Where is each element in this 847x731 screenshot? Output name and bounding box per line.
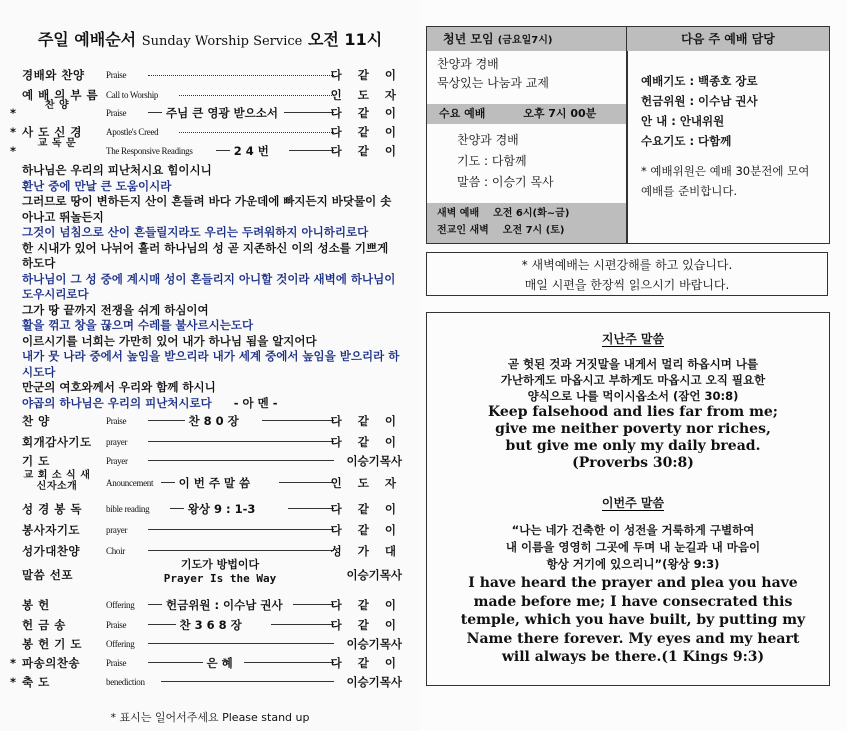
verse-line: temple, which you have built, by putting my (460, 612, 806, 628)
order-row (10, 66, 402, 84)
stand-marker: * (10, 144, 17, 158)
youth-header (427, 27, 627, 51)
item-detail: 헌금위원 : 이수남 권사 (166, 598, 283, 612)
order-row (10, 138, 402, 160)
leader-line (148, 108, 162, 113)
item-leader: 다 같 이 (330, 656, 402, 670)
amen-text: - 아 멘 - (233, 395, 278, 410)
verse-line: made before me; I have consecrated this (473, 593, 793, 610)
item-detail (120, 558, 320, 586)
verse-line: (Proverbs 30:8) (572, 455, 694, 471)
wed-title: 수요 예배 (439, 107, 486, 120)
leader-line (148, 71, 334, 76)
leader-line (161, 478, 175, 483)
stand-marker: * (10, 125, 17, 139)
order-row (10, 452, 402, 470)
item-leader: 다 같 이 (330, 414, 402, 428)
leader-line (271, 620, 335, 625)
next-item: 수요기도 : 다함께 (641, 134, 732, 148)
order-row (10, 596, 402, 614)
item-detail: 왕상 9 : 1-3 (187, 502, 256, 516)
item-detail: 주님 큰 영광 받으소서 (166, 106, 278, 120)
item-english: Praise (106, 620, 127, 630)
item-label: 사 도 신 경 (22, 125, 82, 139)
item-leader: 다 같 이 (330, 618, 402, 632)
item-leader: 이승기목사 (346, 675, 402, 689)
verse-line: 내 이름을 영영히 그곳에 두며 내 눈길과 내 마음이 (505, 540, 761, 554)
this-verse-ko (434, 522, 832, 573)
reading-line: 그러므로 땅이 변하든지 산이 흔들려 바다 가운데에 빠지든지 바닷물이 솟아나고 뛰놀든지 (22, 194, 392, 224)
dawn-block (427, 203, 627, 243)
leader-line (148, 600, 162, 605)
order-row (10, 521, 402, 539)
item-label: 기 도 (22, 454, 50, 468)
leader-line (161, 677, 334, 682)
left-page (0, 0, 420, 731)
item-english: Call to Worship (106, 90, 159, 100)
item-leader: 다 같 이 (330, 68, 402, 82)
item-label: 파송의찬송 (22, 656, 81, 670)
leader-line (216, 146, 230, 151)
leader-line (284, 108, 334, 113)
item-label: 봉사자기도 (22, 523, 81, 537)
item-label: 찬 양 (22, 414, 50, 428)
youth-title: 청년 모임 (443, 32, 494, 46)
item-label: 헌 금 송 (22, 618, 66, 632)
verse-line: I have heard the prayer and plea you have (468, 575, 798, 591)
item-english: The Responsive Readings (106, 146, 193, 156)
right-page (420, 0, 847, 731)
item-label: 성 경 봉 독 (22, 502, 82, 516)
order-row (10, 470, 402, 492)
leader-line (179, 91, 334, 96)
title-en: Sunday Worship Service (141, 34, 303, 49)
last-week-title (434, 330, 832, 347)
item-english: Choir (106, 546, 126, 556)
verse-line: Keep falsehood and lies far from me; (488, 404, 778, 420)
youth-line: 묵상있는 나눔과 교제 (437, 76, 549, 90)
reading-line: 하나님은 우리의 피난처시요 힘이시니 (22, 163, 212, 177)
page-title (0, 27, 420, 50)
item-english: Offering (106, 639, 135, 649)
last-title-text: 지난주 말씀 (601, 332, 665, 346)
leader-line (244, 658, 335, 663)
order-row (10, 558, 402, 585)
leader-line (148, 437, 334, 442)
leader-line (288, 504, 334, 509)
item-leader: 인 도 자 (330, 476, 402, 490)
leader-line (148, 639, 334, 644)
leader-line (289, 146, 334, 151)
item-english: prayer (106, 525, 128, 535)
last-verse-en (434, 404, 832, 472)
wed-time: 오후 7시 00분 (523, 107, 597, 120)
next-week-box (626, 26, 830, 244)
order-row (10, 673, 402, 691)
next-note: * 예배위원은 예배 30분전에 모여 예배를 준비합니다. (641, 164, 810, 198)
verse-line: 가난하게도 마옵시고 부하게도 마옵시고 오직 필요한 (500, 373, 766, 387)
item-leader: 이승기목사 (346, 454, 402, 468)
leader-line (170, 504, 184, 509)
this-verse-en (434, 574, 832, 667)
item-english: Praise (106, 416, 127, 426)
verse-line: 양식으로 나를 먹이시옵소서 (잠언 30:8) (527, 389, 739, 403)
verse-line: will always be there.(1 Kings 9:3) (501, 649, 765, 665)
leader-line (148, 525, 334, 530)
item-detail: 은 혜 (206, 656, 233, 670)
next-item: 예배기도 : 백종호 장로 (641, 74, 758, 88)
item-label: 봉 헌 (22, 598, 50, 612)
meetings-box (426, 26, 628, 244)
stand-marker: * (10, 656, 17, 670)
item-leader: 다 같 이 (330, 598, 402, 612)
leader-line (148, 658, 203, 663)
leader-line (148, 416, 185, 421)
reading-line: 내가 뭇 나라 중에서 높임을 받으리라 내가 세계 중에서 높임을 받으리라 하시도다 (22, 349, 400, 379)
order-row (10, 433, 402, 451)
item-label: 축 도 (22, 675, 50, 689)
item-detail: 찬 3 6 8 장 (179, 618, 242, 632)
order-row (10, 635, 402, 653)
verse-line: but give me only my daily bread. (505, 438, 761, 454)
notice-box (426, 252, 828, 296)
item-leader: 인 도 자 (330, 88, 402, 102)
next-list (627, 51, 829, 151)
item-detail: 찬 8 0 장 (188, 414, 239, 428)
stand-marker: * (10, 675, 17, 689)
sermon-title-en: Prayer Is the Way (163, 572, 277, 585)
item-leader: 성 가 대 (330, 544, 402, 558)
item-detail: 2 4 번 (233, 144, 269, 158)
item-label: 회개감사기도 (22, 435, 92, 449)
this-week-title (434, 494, 832, 511)
wed-line: 말씀 : 이승기 목사 (457, 175, 554, 189)
youth-body (427, 51, 627, 104)
notice-line: * 새벽예배는 시편강해를 하고 있습니다. (521, 258, 733, 272)
order-row (10, 100, 402, 122)
item-english: prayer (106, 437, 128, 447)
sermon-title-ko: 기도가 방법이다 (180, 558, 260, 571)
dawn-label: 전교인 새벽 (437, 225, 489, 236)
item-leader: 다 같 이 (330, 144, 402, 158)
responsive-reading (22, 163, 402, 411)
item-label: 경배와 찬양 (22, 68, 85, 82)
wed-header (427, 104, 627, 124)
verse-line: 항상 거기에 있으리니”(왕상 9:3) (546, 557, 720, 571)
item-leader: 다 같 이 (330, 125, 402, 139)
next-header: 다음 주 예배 담당 (627, 27, 829, 51)
reading-line: 그것이 넘침으로 산이 흔들릴지라도 우리는 두려워하지 아니하리로다 (22, 225, 369, 239)
reading-line: 환난 중에 만날 큰 도움이시라 (22, 178, 172, 193)
next-item: 안 내 : 안내위원 (641, 114, 725, 128)
title-ko: 주일 예배순서 (37, 30, 137, 49)
item-label: 예 배 의 부 름 (22, 88, 99, 102)
item-leader: 다 같 이 (330, 435, 402, 449)
verse-line: Name there forever. My eyes and my heart (466, 630, 800, 647)
wed-line: 기도 : 다함께 (457, 154, 527, 168)
leader-line (148, 456, 334, 461)
leader-line (293, 600, 334, 605)
item-english: Anouncement (106, 478, 154, 488)
reading-line: 한 시내가 있어 나뉘어 흘러 하나님의 성 곧 지존하신 이의 성소를 기쁘게 하도다 (22, 240, 389, 270)
leader-line (262, 416, 335, 421)
next-item: 헌금위원 : 이수남 권사 (641, 94, 758, 108)
item-label: 교 독 문 (37, 138, 77, 149)
item-english: Prayer (106, 456, 128, 466)
item-label: 찬 양 (44, 100, 70, 111)
verse-line: 곧 헛된 것과 거짓말을 내게서 멀리 하옵시며 나를 (507, 357, 759, 371)
item-english: Offering (106, 600, 135, 610)
leader-line (148, 620, 176, 625)
item-english: Apostle's Creed (106, 127, 159, 137)
verse-line: “나는 네가 건축한 이 성전을 거룩하게 구별하여 (511, 523, 755, 537)
leader-line (148, 546, 334, 551)
verse-line: give me neither poverty nor riches, (495, 421, 771, 437)
item-english: bible reading (106, 504, 150, 514)
title-time: 오전 11시 (307, 30, 383, 49)
this-title-text: 이번주 말씀 (601, 496, 665, 510)
item-leader: 다 같 이 (330, 523, 402, 537)
item-label: 성가대찬양 (22, 544, 81, 558)
item-english: Praise (106, 658, 127, 668)
item-leader: 다 같 이 (330, 106, 402, 120)
item-english: Praise (106, 70, 127, 80)
order-row (10, 500, 402, 518)
item-label: 교 회 소 식 새신자소개 (23, 470, 91, 492)
notice-line: 매일 시편을 한장씩 읽으시기 바랍니다. (524, 278, 730, 292)
wed-body (427, 124, 627, 200)
item-english: Praise (106, 108, 127, 118)
item-leader: 이승기목사 (346, 568, 402, 582)
stand-marker: * (10, 106, 17, 120)
last-verse-ko (434, 356, 832, 404)
reading-line: 그가 땅 끝까지 전쟁을 쉬게 하심이여 (22, 302, 209, 317)
reading-line: 야곱의 하나님은 우리의 피난처시로다 - 아 멘 - (22, 395, 278, 410)
item-leader: 이승기목사 (346, 637, 402, 651)
wed-line: 찬양과 경배 (457, 133, 519, 147)
dawn-time: 오전 6시(화~금) (493, 208, 570, 219)
youth-sub: (금요일7시) (497, 35, 553, 46)
reading-line: 활을 꺾고 창을 끊으며 수레를 불사르시는도다 (22, 318, 254, 332)
item-leader: 다 같 이 (330, 502, 402, 516)
reading-line: 이르시기를 너희는 가만히 있어 내가 하나님 됨을 알지어다 (22, 333, 317, 348)
dawn-label: 새벽 예배 (437, 208, 480, 219)
youth-line: 찬양과 경배 (437, 57, 499, 71)
leader-line (279, 478, 334, 483)
item-detail: 이 번 주 말 씀 (178, 476, 251, 490)
reading-line: 만군의 여호와께서 우리와 함께 하시니 (22, 380, 216, 394)
leader-line (179, 128, 334, 133)
order-row (10, 616, 402, 634)
item-label: 말씀 선포 (22, 568, 73, 582)
reading-line: 하나님이 그 성 중에 계시매 성이 흔들리지 아니할 것이라 새벽에 하나님이 도우시리로다 (22, 271, 396, 301)
item-english: benediction (106, 677, 145, 687)
order-row (10, 654, 402, 672)
dawn-time: 오전 7시 (토) (502, 225, 565, 236)
item-label: 봉 헌 기 도 (22, 637, 82, 651)
order-row (10, 412, 402, 430)
stand-note: * 표시는 일어서주세요 Please stand up (110, 711, 310, 724)
